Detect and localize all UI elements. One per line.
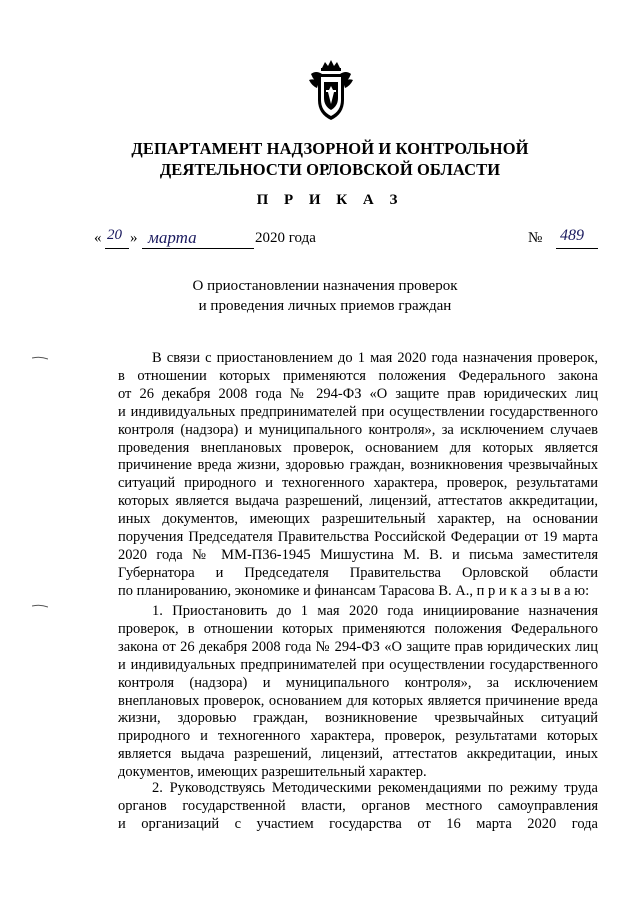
margin-mark — [32, 604, 48, 608]
text-line: контроля (надзора) и муниципального контроля», за исключением случаев — [118, 421, 598, 438]
date-year: 2020 года — [255, 230, 316, 246]
text-line: от 26 декабря 2008 года № 294-ФЗ «О защите прав юридических лиц — [118, 385, 598, 402]
subject-line1: О приостановлении назначения проверок — [192, 278, 458, 294]
text-line: которых является выдача разрешений, лицензий, аттестатов аккредитации, — [118, 493, 598, 510]
text-line: жизни, здоровью граждан, возникновение чрезвычайных ситуаций — [118, 710, 598, 727]
text-line: в отношении которых применяются положения Федерального закона — [118, 367, 598, 384]
order-date — [94, 227, 334, 252]
text-line: по планированию, экономике и финансам Тарасова В. А., п р и к а з ы в а ю: — [118, 582, 590, 599]
order-title: П Р И К А З — [256, 192, 404, 208]
text-line: В связи с приостановлением до 1 мая 2020 года назначения проверок, — [152, 350, 598, 366]
margin-mark — [32, 356, 48, 360]
text-line: причинение вреда жизни, здоровью граждан, возникновения чрезвычайных — [118, 457, 598, 474]
text-line: является выдача разрешений, лицензий, аттестатов аккредитации, иных — [118, 746, 598, 763]
text-line: природного и техногенного характера, проверок, результатами которых — [118, 728, 598, 745]
paragraph-preamble — [118, 350, 598, 601]
number-underline — [556, 248, 598, 249]
day-underline — [105, 248, 129, 249]
date-month-handwritten: марта — [148, 228, 197, 247]
order-subject — [150, 276, 500, 316]
number-handwritten: 489 — [560, 227, 584, 244]
text-line: внеплановых проверок, основанием для которых является причинение вреда — [118, 692, 598, 709]
date-open-quote: « — [94, 230, 102, 246]
text-line: и организаций с участием государства от 16 марта 2020 года — [118, 815, 598, 832]
paragraph-item-1 — [118, 603, 598, 782]
text-line: органов государственной власти, органов местного самоуправления — [118, 797, 598, 814]
order-number — [528, 227, 608, 252]
text-line: поручения Председателя Правительства Российской Федерации от 19 марта — [118, 529, 598, 546]
date-day-handwritten: 20 — [107, 227, 122, 243]
text-line: ситуаций природного и техногенного характера, проверок, результатами — [118, 475, 598, 492]
text-line: проведения внеплановых проверок, основанием для которых является — [118, 439, 598, 456]
date-close-quote: » — [130, 230, 138, 246]
coat-of-arms-icon — [308, 60, 354, 122]
text-line: 1. Приостановить до 1 мая 2020 года инициирование назначения — [152, 603, 598, 619]
department-name — [90, 138, 570, 180]
text-line: 2. Руководствуясь Методическими рекомендациями по режиму труда — [152, 780, 598, 796]
number-label: № — [528, 230, 543, 246]
text-line: и индивидуальных предпринимателей при осуществлении государственного — [118, 656, 598, 673]
department-name-line2: ДЕЯТЕЛЬНОСТИ ОРЛОВСКОЙ ОБЛАСТИ — [159, 160, 501, 179]
text-line: Губернатора и Председателя Правительства Орловской области — [118, 564, 598, 581]
text-line: документов, имеющих разрешительный характер. — [118, 764, 427, 781]
text-line: и индивидуальных предпринимателей при осуществлении государственного — [118, 403, 598, 420]
month-underline — [142, 248, 254, 249]
paragraph-item-2 — [118, 780, 598, 834]
text-line: 2020 года № ММ-П36-1945 Мишустина М. В. и письма заместителя — [118, 546, 598, 563]
text-line: закона от 26 декабря 2008 года № 294-ФЗ «О защите прав юридических лиц — [118, 638, 598, 655]
department-name-line1: ДЕПАРТАМЕНТ НАДЗОРНОЙ И КОНТРОЛЬНОЙ — [131, 139, 529, 158]
text-line: контроля (надзора) и муниципального контроля», за исключением — [118, 674, 598, 691]
subject-line2: и проведения личных приемов граждан — [198, 298, 452, 314]
text-line: иных документов, имеющих разрешительный характер, на основании — [118, 511, 598, 528]
text-line: проверок, в отношении которых применяются положения Федерального — [118, 620, 598, 637]
